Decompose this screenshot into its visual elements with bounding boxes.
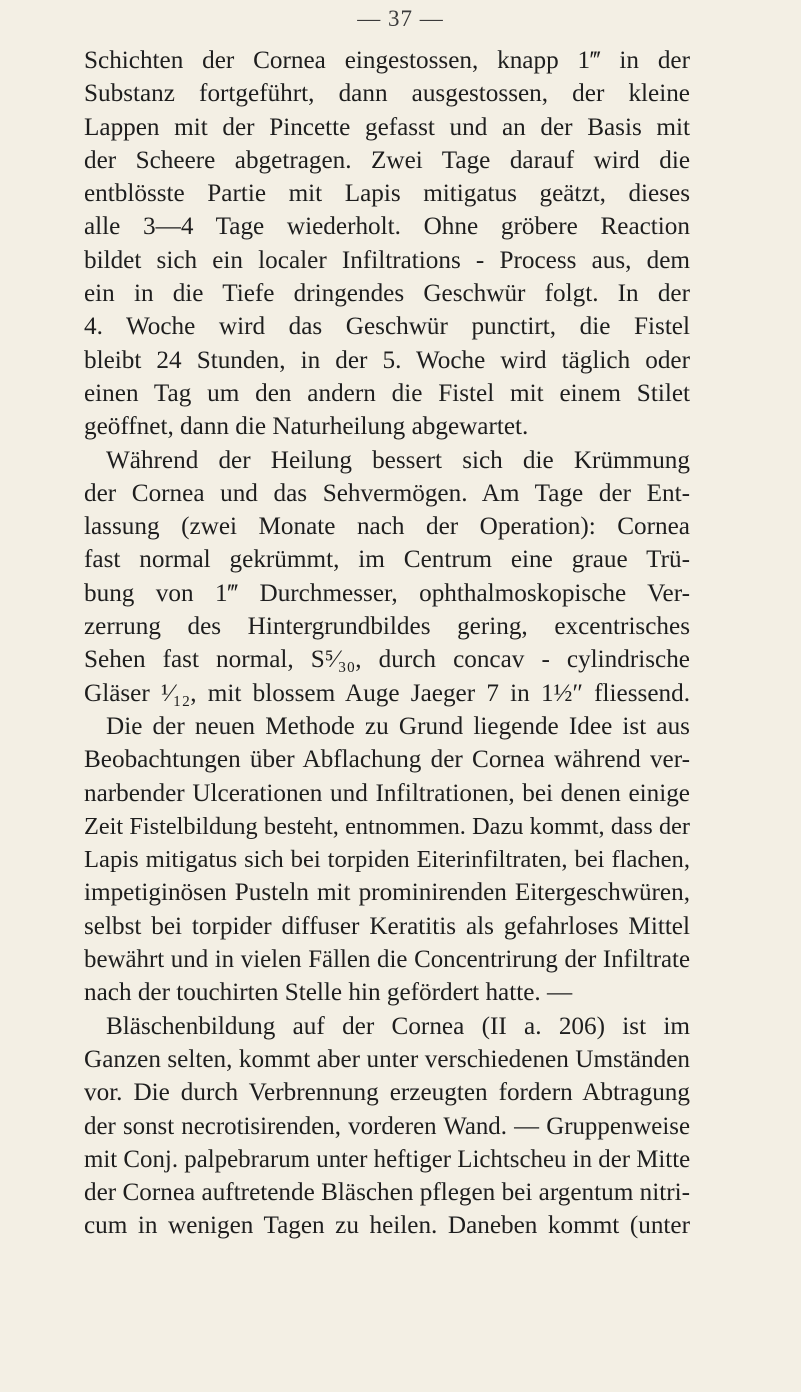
text-line: Sehen fast normal, S⁵⁄₃₀, durch concav - cylindrische bbox=[84, 646, 690, 674]
text-line: mit Conj. palpebrarum unter heftiger Lichtscheu in der Mitte bbox=[84, 1145, 691, 1173]
text-line: selbst bei torpider diffuser Keratitis als gefahrloses Mittel bbox=[84, 912, 690, 940]
text-line: Beobachtungen über Abflachung der Cornea während ver- bbox=[84, 746, 690, 774]
text-line: impetiginösen Pusteln mit prominirenden Eitergeschwüren, bbox=[84, 879, 690, 907]
text-line: Ganzen selten, kommt aber unter verschiedenen Umständen bbox=[84, 1045, 690, 1073]
text-line: geöffnet, dann die Naturheilung abgewartet. bbox=[84, 413, 529, 441]
text-line: Lappen mit der Pincette gefasst und an der Basis mit bbox=[84, 113, 690, 141]
text-line: bleibt 24 Stunden, in der 5. Woche wird täglich oder bbox=[84, 346, 690, 374]
text-line: Die der neuen Methode zu Grund liegende Idee ist aus bbox=[106, 712, 690, 740]
text-line: Zeit Fistelbildung besteht, entnommen. Dazu kommt, dass der bbox=[84, 812, 690, 840]
text-line: cum in wenigen Tagen zu heilen. Daneben kommt (unter bbox=[84, 1212, 690, 1240]
text-line: ein in die Tiefe dringendes Geschwür folgt. In der bbox=[84, 280, 690, 308]
text-line: bung von 1‴ Durchmesser, ophthalmoskopische Ver- bbox=[84, 579, 690, 607]
text-line: Lapis mitigatus sich bei torpiden Eiterinfiltraten, bei flachen, bbox=[84, 846, 690, 874]
text-line: bewährt und in vielen Fällen die Concentrirung der Infiltrate bbox=[84, 946, 690, 974]
text-line: fast normal gekrümmt, im Centrum eine graue Trü- bbox=[84, 546, 690, 574]
text-line: lassung (zwei Monate nach der Operation): Cornea bbox=[84, 513, 690, 541]
text-line: entblösste Partie mit Lapis mitigatus geätzt, dieses bbox=[84, 180, 690, 208]
text-line: einen Tag um den andern die Fistel mit einem Stilet bbox=[84, 379, 690, 407]
text-line: vor. Die durch Verbrennung erzeugten fordern Abtragung bbox=[84, 1079, 690, 1107]
text-line: der Cornea und das Sehvermögen. Am Tage der Ent- bbox=[84, 479, 690, 507]
text-line: Bläschenbildung auf der Cornea (II a. 206) ist im bbox=[106, 1012, 690, 1040]
text-line: 4. Woche wird das Geschwür punctirt, die Fistel bbox=[84, 313, 690, 341]
text-line: bildet sich ein localer Infiltrations - Process aus, dem bbox=[84, 246, 690, 274]
text-line: der sonst necrotisirenden, vorderen Wand. — Gruppenweise bbox=[84, 1112, 690, 1140]
text-line: der Cornea auftretende Bläschen pflegen bei argentum nitri- bbox=[84, 1179, 690, 1207]
text-line: nach der touchirten Stelle hin gefördert hatte. — bbox=[84, 979, 573, 1007]
text-line: Substanz fortgeführt, dann ausgestossen, der kleine bbox=[84, 80, 690, 108]
text-line: Während der Heilung bessert sich die Krümmung bbox=[106, 446, 690, 474]
text-line: zerrung des Hintergrundbildes gering, excentrisches bbox=[84, 613, 690, 641]
text-line: narbender Ulcerationen und Infiltrationen, bei denen einige bbox=[84, 779, 690, 807]
text-line: Schichten der Cornea eingestossen, knapp 1‴ in der bbox=[84, 47, 690, 74]
body-text bbox=[84, 44, 690, 1243]
text-line: alle 3—4 Tage wiederholt. Ohne gröbere Reaction bbox=[84, 213, 690, 241]
text-line: der Scheere abgetragen. Zwei Tage darauf wird die bbox=[84, 146, 690, 174]
text-line: Gläser ¹⁄₁₂, mit blossem Auge Jaeger 7 in 1½″ fliessend. bbox=[84, 679, 690, 707]
page-number: — 37 — bbox=[357, 6, 444, 31]
